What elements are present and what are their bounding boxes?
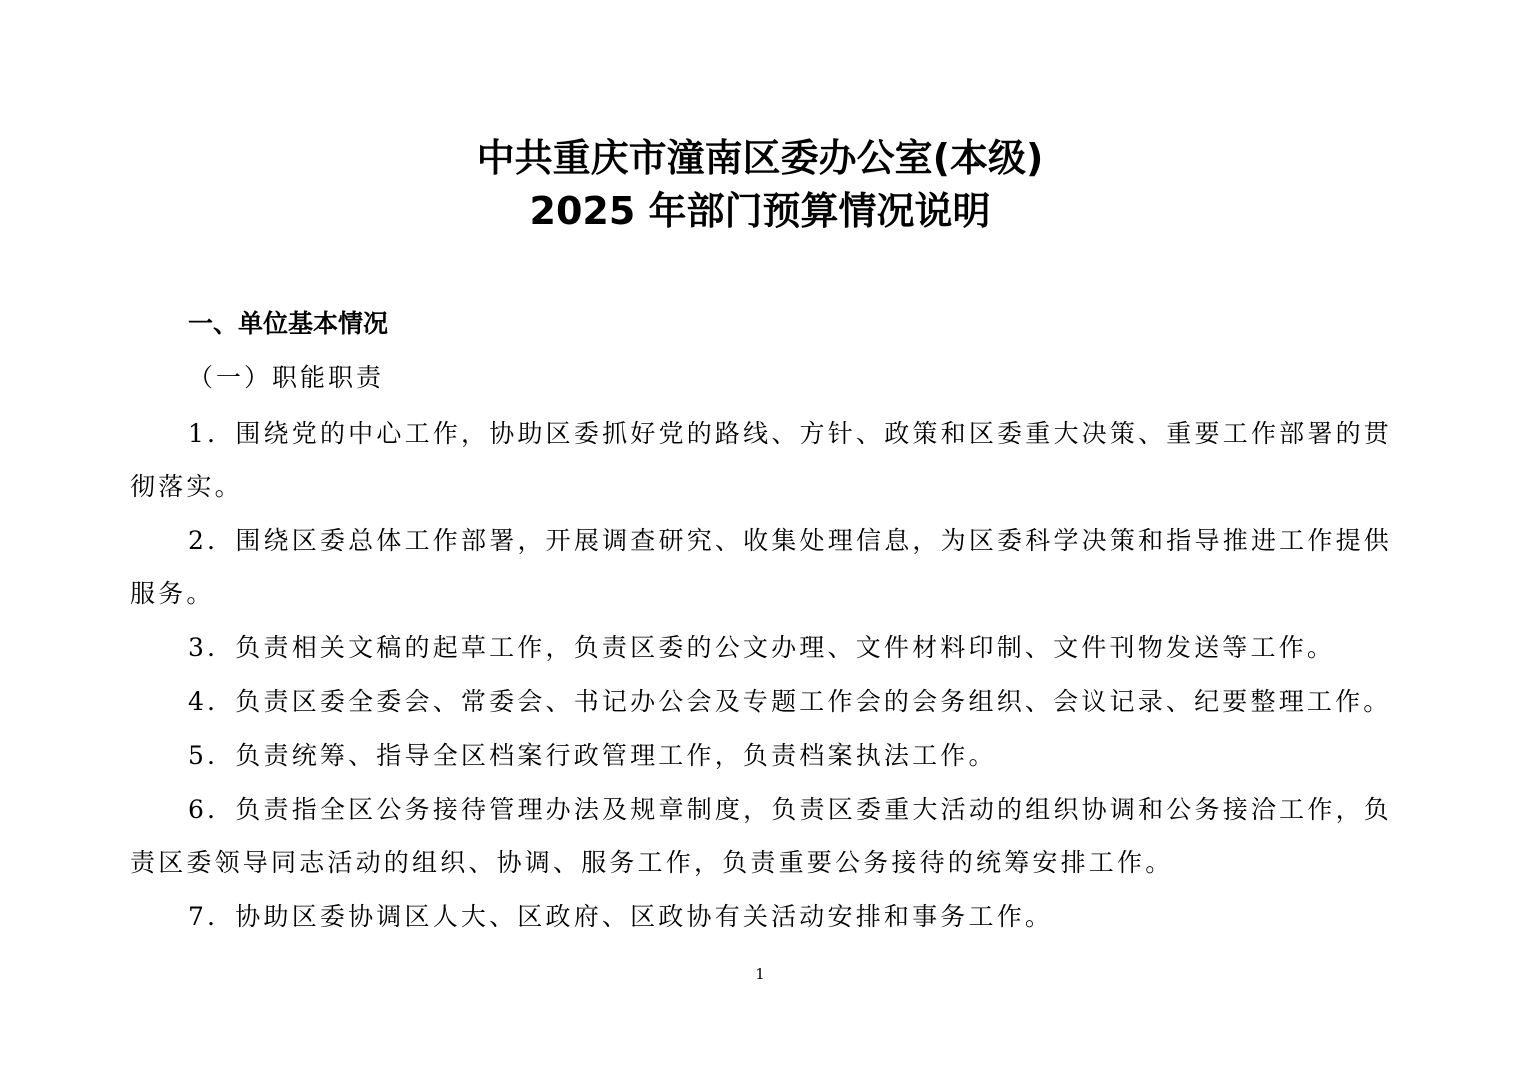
page-number: 1 xyxy=(755,965,765,983)
paragraph-7: 7．协助区委协调区人大、区政府、区政协有关活动安排和事务工作。 xyxy=(188,902,1054,931)
paragraph-6: 6．负责指全区公务接待管理办法及规章制度，负责区委重大活动的组织协调和公务接洽工作，负责区委领导同志活动的组织、协调、服务工作，负责重要公务接待的统筹安排工作。 xyxy=(130,795,1392,877)
subsection-heading: （一）职能职责 xyxy=(188,363,385,392)
paragraph-5: 5．负责统筹、指导全区档案行政管理工作，负责档案执法工作。 xyxy=(188,741,997,770)
paragraph-3: 3．负责相关文稿的起草工作，负责区委的公文办理、文件材料印制、文件刊物发送等工作。 xyxy=(188,633,1336,662)
paragraph-4: 4．负责区委全委会、常委会、书记办公会及专题工作会的会务组织、会议记录、纪要整理工作。 xyxy=(188,687,1392,716)
document-title-line-1: 中共重庆市潼南区委办公室(本级) xyxy=(476,136,1044,180)
paragraph-1: 1．围绕党的中心工作，协助区委抓好党的路线、方针、政策和区委重大决策、重要工作部署的贯彻落实。 xyxy=(130,419,1392,501)
document-title-line-2: 2025 年部门预算情况说明 xyxy=(529,189,991,233)
section-heading: 一、单位基本情况 xyxy=(188,309,389,338)
paragraph-2: 2．围绕区委总体工作部署，开展调查研究、收集处理信息，为区委科学决策和指导推进工作提供服务。 xyxy=(130,526,1392,608)
